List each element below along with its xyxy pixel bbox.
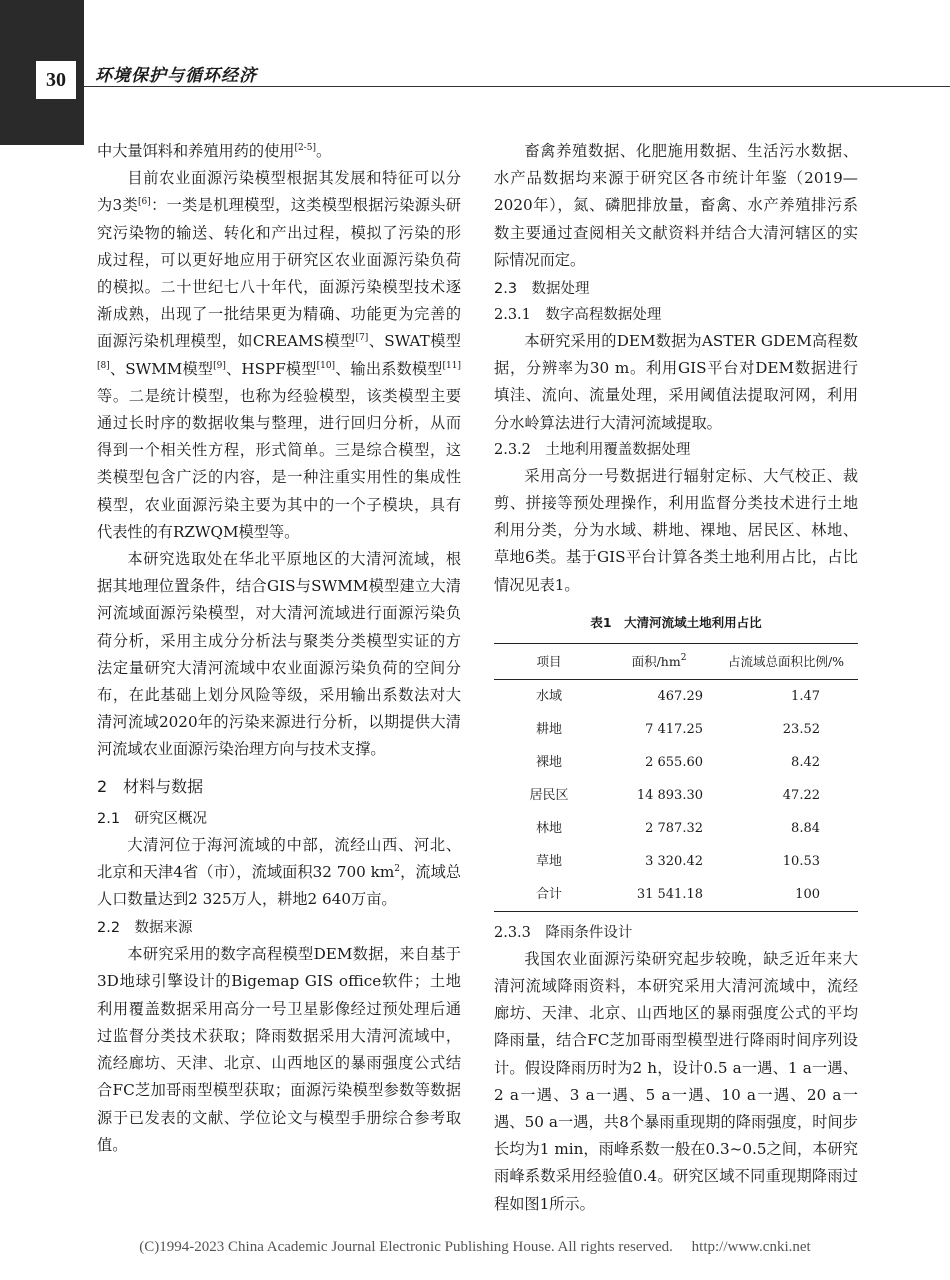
- header-percent: 占流域总面积比例/%: [727, 653, 845, 669]
- copyright-footer: (C)1994-2023 China Academic Journal Electronic Publishing House. All rights reserved. http://www.cnki.net: [139, 1239, 811, 1255]
- cell-percent: 8.84: [791, 820, 820, 836]
- cell-area: 2 655.60: [645, 754, 703, 770]
- table-row: [494, 746, 858, 779]
- paragraph-study-area: 大清河位于海河流域的中部，流经山西、河北、北京和天津4省（市），流域面积32 700 $km^2$，流域总人口数量达到2 325万人，耕地2 640万亩。: [97, 835, 462, 909]
- paragraph-continuation: 中大量饵料和养殖用药的使用[2-5]。: [97, 142, 332, 160]
- subsection-heading-2-3: 2.3 数据处理: [494, 281, 590, 298]
- cell-area: 31 541.18: [636, 886, 703, 902]
- paragraph-model-types: 目前农业面源污染模型根据其发展和特征可以分为3类[6]：一类是机理模型，这类模型根据污染源头研究污染物的输送、转化和产出过程，模拟了污染的形成过程，可以更好地应用于研究区农业面源污染负荷的模拟。二十世纪七八十年代，面源污染模型技术逐渐成熟，出现了一批结果更为精确、功能更为完善的面源污染机理模型，如CREAMS模型[7]、SWAT模型[8]、SWMM模型[9]、HSPF模型[10]、输出系数模型[11]等。二是统计模型，也称为经验模型，该类模型主要通过长时序的数据收集与整理，进行回归分析，从而得到一个相关性方程，形式简单。三是综合模型，这类模型包含广泛的内容，是一种注重实用性的集成性模型，农业面源污染主要为其中的一个子模块，具有代表性的有RZWQM模型等。: [97, 169, 461, 541]
- section-heading-2: 2 材料与数据: [97, 776, 204, 796]
- table-1: [494, 613, 858, 912]
- header-area: 面积$/hm^2$: [631, 652, 687, 669]
- subsection-heading-2-3-1: 2.3.1 数字高程数据处理: [494, 307, 662, 324]
- cell-percent: 23.52: [782, 721, 820, 737]
- right-column: [494, 138, 858, 1218]
- cell-name: 草地: [535, 853, 562, 869]
- cell-area: 7 417.25: [645, 721, 703, 737]
- cell-name: 居民区: [529, 787, 569, 803]
- cell-percent: 100: [795, 886, 820, 902]
- cell-percent: 1.47: [791, 688, 820, 704]
- cell-area: 14 893.30: [636, 787, 703, 803]
- cell-name: 林地: [535, 820, 562, 836]
- journal-title: 环境保护与循环经济: [95, 66, 257, 86]
- paragraph-rainfall: 我国农业面源污染研究起步较晚，缺乏近年来大清河流域降雨资料，本研究采用大清河流域中，流经廊坊、天津、北京、山西地区的暴雨强度公式的平均降雨量，结合FC芝加哥雨型模型进行降雨时间序列设计。假设降雨历时为2 h，设计0.5 a一遇、1 a一遇、2 a一遇、3 a一遇、5 a一遇、10 a一遇、20 a一遇、50 a一遇，共8个暴雨重现期的降雨强度，时间步长均为1 min，雨峰系数一般在0.3~0.5之间，本研究雨峰系数采用经验值0.4。研究区域不同重现期降雨过程如图1所示。: [494, 949, 858, 1213]
- cell-name: 合计: [535, 886, 562, 902]
- cell-area: 2 787.32: [645, 820, 703, 836]
- cell-name: 水域: [535, 688, 562, 704]
- cell-name: 耕地: [535, 721, 562, 737]
- paragraph-landuse: 采用高分一号数据进行辐射定标、大气校正、裁剪、拼接等预处理操作，利用监督分类技术进行土地利用分类，分为水域、耕地、裸地、居民区、林地、草地6类。基于GIS平台计算各类土地利用占比，占比情况见表1。: [494, 466, 858, 594]
- table-caption: 表1 大清河流域土地利用占比: [590, 614, 762, 630]
- subsection-heading-2-1: 2.1 研究区概况: [97, 810, 208, 827]
- cell-area: 3 320.42: [645, 853, 703, 869]
- subsection-heading-2-2: 2.2 数据来源: [97, 920, 193, 937]
- cell-percent: 10.53: [782, 853, 820, 869]
- table-row: [494, 845, 858, 878]
- cell-percent: 8.42: [791, 754, 820, 770]
- paragraph-statistics-source: 畜禽养殖数据、化肥施用数据、生活污水数据、水产品数据均来源于研究区各市统计年鉴（2019—2020年），氮、磷肥排放量，畜禽、水产养殖排污系数主要通过查阅相关文献资料并结合大清河辖区的实际情况而定。: [494, 142, 858, 269]
- header-item: 项目: [536, 653, 562, 669]
- cell-name: 裸地: [535, 754, 562, 770]
- table-row: [494, 679, 858, 713]
- paragraph-dem: 本研究采用的DEM数据为ASTER GDEM高程数据，分辨率为30 m。利用GIS平台对DEM数据进行填洼、流向、流量处理，采用阈值法提取河网，利用分水岭算法进行大清河流域提取。: [494, 332, 858, 432]
- paragraph-study-aim: 本研究选取处在华北平原地区的大清河流域，根据其地理位置条件，结合GIS与SWMM模型建立大清河流域面源污染模型，对大清河流域进行面源污染负荷分析，采用主成分分析法与聚类分类模型实证的方法定量研究大清河流域中农业面源污染负荷的空间分布，在此基础上划分风险等级，采用输出系数法对大清河流域2020年的污染来源进行分析，以期提供大清河流域农业面源污染治理方向与技术支撑。: [97, 550, 461, 759]
- paragraph-data-source: 本研究采用的数字高程模型DEM数据，来自基于3D地球引擎设计的Bigemap GIS office软件；土地利用覆盖数据采用高分一号卫星影像经过预处理后通过监督分类技术获取；降雨数据采用大清河流域中，流经廊坊、天津、北京、山西地区的暴雨强度公式结合FC芝加哥雨型模型获取；面源污染模型参数等数据源于已发表的文献、学位论文与模型手册综合参考取值。: [97, 945, 461, 1154]
- left-column: [97, 138, 461, 1159]
- subsection-heading-2-3-3: 2.3.3 降雨条件设计: [494, 924, 633, 941]
- page-number: 30: [35, 60, 77, 100]
- landuse-table: [494, 643, 858, 912]
- table-row: [494, 779, 858, 812]
- table-row: [494, 812, 858, 845]
- subsection-heading-2-3-2: 2.3.2 土地利用覆盖数据处理: [494, 441, 691, 458]
- table-row-total: [494, 878, 858, 912]
- cell-percent: 47.22: [782, 787, 820, 803]
- table-header-row: [494, 643, 858, 679]
- header-rule: [84, 86, 950, 87]
- table-row: [494, 713, 858, 746]
- cell-area: 467.29: [657, 688, 703, 704]
